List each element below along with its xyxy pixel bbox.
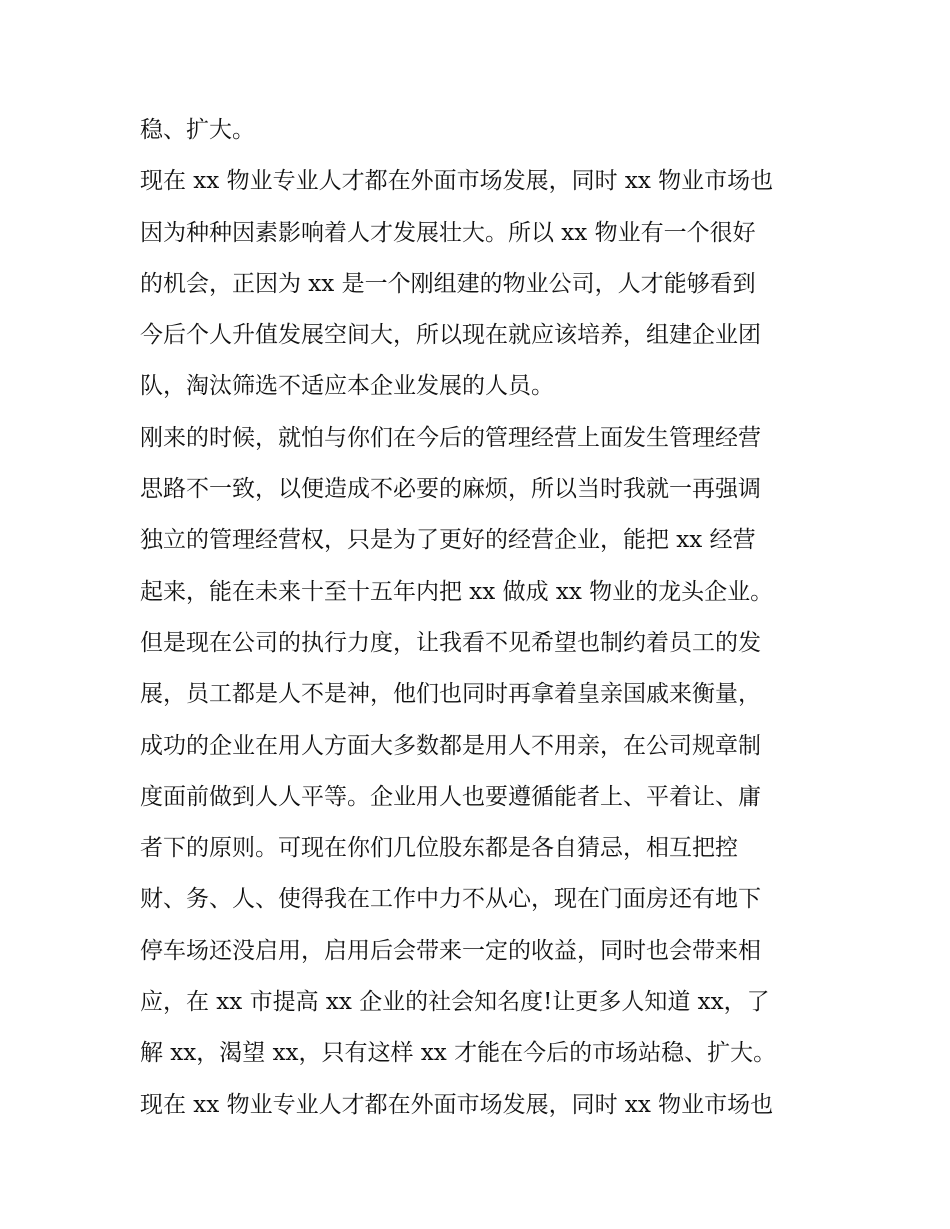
text-line: 度面前做到人人平等。企业用人也要遵循能者上、平着让、庸 — [140, 783, 761, 810]
text-line: 起来，能在未来十至十五年内把 xx 做成 xx 物业的龙头企业。 — [140, 578, 774, 605]
text-line: 独立的管理经营权，只是为了更好的经营企业，能把 xx 经营 — [140, 527, 756, 554]
text-line: 稳、扩大。 — [140, 117, 255, 143]
text-line: 今后个人升值发展空间大，所以现在就应该培养，组建企业团 — [140, 322, 761, 349]
text-line: 停车场还没启用，启用后会带来一定的收益，同时也会带来相 — [140, 937, 761, 964]
text-line: 思路不一致，以便造成不必要的麻烦，所以当时我就一再强调 — [140, 476, 761, 503]
text-line: 的机会，正因为 xx 是一个刚组建的物业公司，人才能够看到 — [140, 270, 756, 297]
text-line: 财、务、人、使得我在工作中力不从心，现在门面房还有地下 — [140, 886, 761, 913]
text-line: 应，在 xx 市提高 xx 企业的社会知名度!让更多人知道 xx，了 — [140, 989, 770, 1016]
document-body — [140, 105, 820, 1131]
text-line: 成功的企业在用人方面大多数都是用人不用亲，在公司规章制 — [140, 732, 761, 759]
text-line: 者下的原则。可现在你们几位股东都是各自猜忌，相互把控 — [140, 835, 738, 862]
text-line: 队，淘汰筛选不适应本企业发展的人员。 — [140, 373, 554, 400]
text-line: 解 xx，渴望 xx，只有这样 xx 才能在今后的市场站稳、扩大。 — [140, 1040, 777, 1067]
text-line: 刚来的时候，就怕与你们在今后的管理经营上面发生管理经营 — [140, 424, 761, 451]
text-line: 因为种种因素影响着人才发展壮大。所以 xx 物业有一个很好 — [140, 219, 756, 246]
text-line: 现在 xx 物业专业人才都在外面市场发展，同时 xx 物业市场也 — [140, 1091, 774, 1118]
text-line: 但是现在公司的执行力度，让我看不见希望也制约着员工的发 — [140, 629, 761, 656]
text-line: 现在 xx 物业专业人才都在外面市场发展，同时 xx 物业市场也 — [140, 168, 774, 195]
text-line: 展，员工都是人不是神，他们也同时再拿着皇亲国戚来衡量， — [140, 681, 761, 708]
